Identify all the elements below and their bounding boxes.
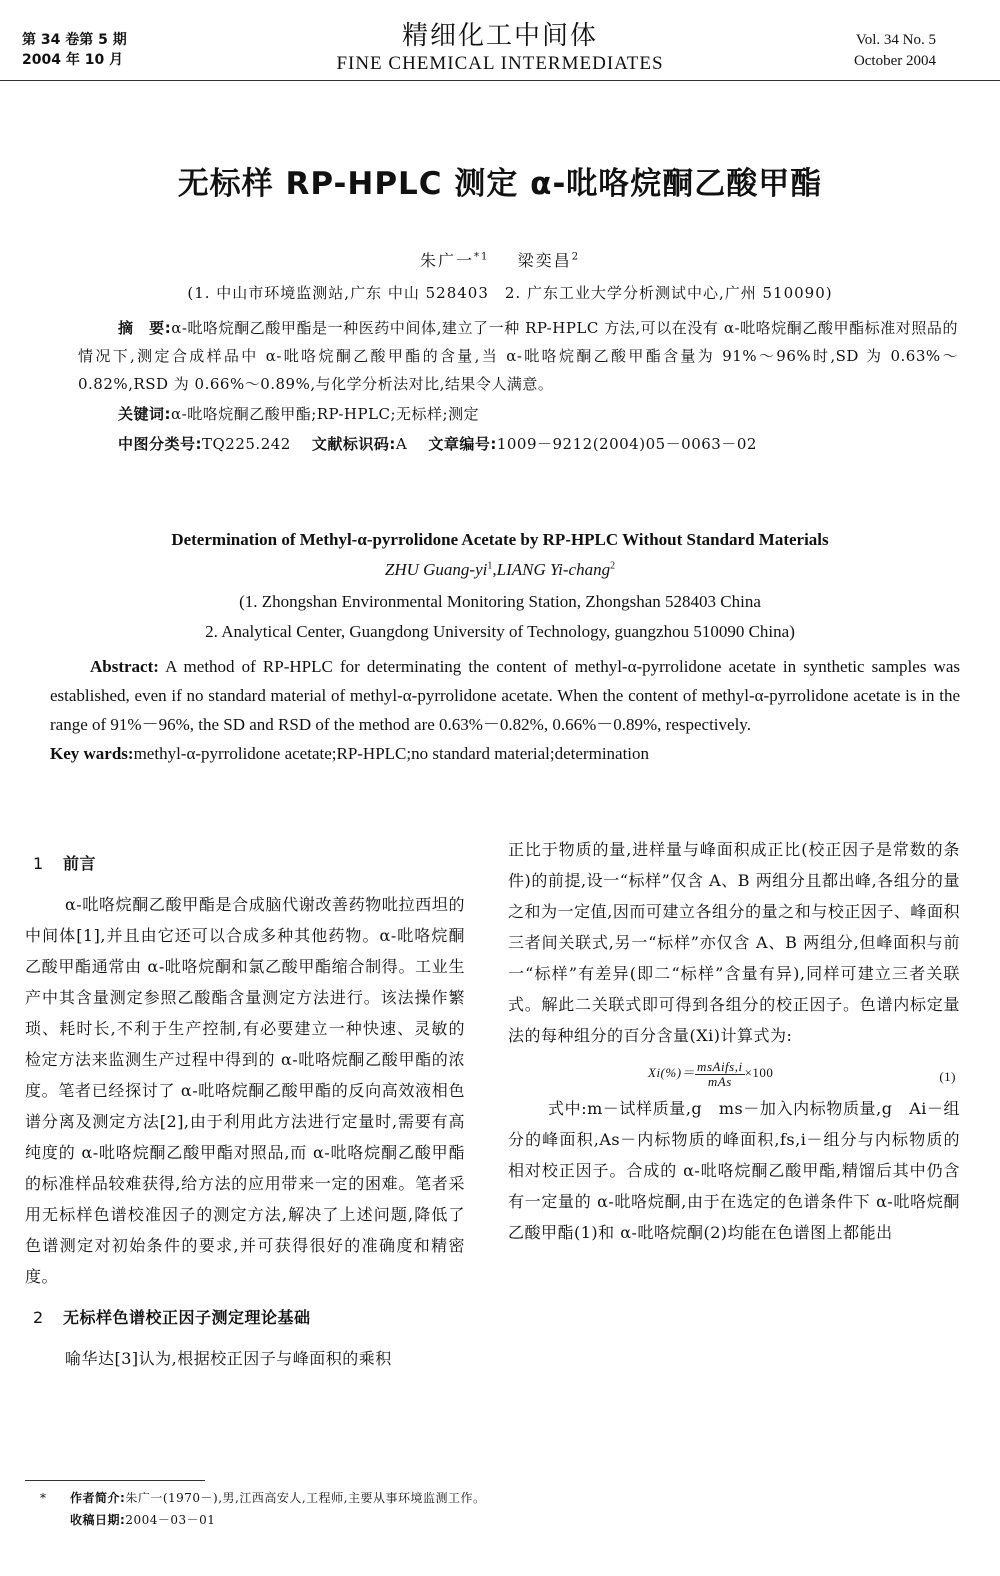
english-abstract — [50, 652, 960, 768]
header-divider — [0, 80, 1000, 81]
doc-code-label: 文献标识码: — [311, 435, 396, 453]
journal-name-en: FINE CHEMICAL INTERMEDIATES — [336, 53, 664, 74]
issue-info-en — [854, 30, 936, 72]
journal-masthead — [0, 20, 1000, 76]
numerator-m: m — [697, 1058, 707, 1074]
body-paragraph: α-吡咯烷酮乙酸甲酯是合成脑代谢改善药物吡拉西坦的中间体[1],并且由它还可以合成多种其他药物。α-吡咯烷酮乙酸甲酯通常由 α-吡咯烷酮和氯乙酸甲酯缩合制得。工业生产中其含量测定参照乙酸酯含量测定方法进行。该法操作繁琐、耗时长,不利于生产控制,有必要建立一种快速、灵敏的检定方法来监测生产过程中得到的 α-吡咯烷酮乙酸甲酯的浓度。笔者已经探讨了 α-吡咯烷酮乙酸甲酯的反向高效液相色谱分离及测定方法[2],由于利用此方法进行定量时,需要有高纯度的 α-吡咯烷酮乙酸甲酯对照品,而 α-吡咯烷酮乙酸甲酯的标准样品较难获得,给方法的应用带来一定的困难。笔者采用无标样色谱校准因子的测定方法,解决了上述问题,降低了色谱测定对初始条件的要求,并可获得很好的准确度和精密度。 — [25, 895, 465, 1286]
affiliations: (1. 中山市环境监测站,广东 中山 528403 2. 广东工业大学分析测试中心,广州 510090) — [187, 284, 833, 302]
date-cn: 2004 年 10 月 — [22, 52, 124, 68]
author-mark: *1 — [473, 251, 490, 263]
english-keywords-line — [50, 739, 960, 768]
equation-numerator — [695, 1060, 745, 1075]
english-title: Determination of Methyl-α-pyrrolidone Acetate by RP-HPLC Without Standard Materials — [171, 530, 829, 549]
article-number: 1009－9212(2004)05－0063－02 — [496, 435, 757, 453]
volume-cn: 第 34 卷第 5 期 — [22, 32, 127, 48]
english-author-mark: 2 — [610, 560, 616, 572]
footnote — [40, 1487, 485, 1531]
doc-code: A — [395, 435, 408, 453]
english-keywords-text: methyl-α-pyrrolidone acetate;RP-HPLC;no standard material;determination — [133, 744, 650, 763]
footnote-divider — [25, 1480, 205, 1481]
english-abstract-label: Abstract: — [90, 657, 159, 676]
received-date: 2004－03－01 — [125, 1513, 216, 1527]
volume-en: Vol. 34 No. 5 — [855, 32, 936, 48]
footnote-mark: * — [40, 1491, 47, 1505]
equation-denominator: mAs — [707, 1073, 732, 1089]
journal-name-cn: 精细化工中间体 — [401, 21, 598, 51]
body-paragraph: 喻华达[3]认为,根据校正因子与峰面积的乘积 — [65, 1349, 392, 1368]
body-column-left — [25, 848, 465, 1374]
body-paragraph: 正比于物质的量,进样量与峰面积成正比(校正因子是常数的条件)的前提,设一“标样”仅含 A、B 两组分且都出峰,各组分的量之和为一定值,因而可建立各组分的量之和与校正因子、峰面积三者间关联式,另一“标样”亦仅含 A、B 两组分,但峰面积与前一“标样”有差异(即二“标样”含量有异),同样可建立三者关联式。解此二关联式即可得到各组分的校正因子。色谱内标定量法的每种组分的百分含量(Xi)计算式为: — [508, 840, 960, 1045]
equation-tail: ×100 — [744, 1065, 774, 1080]
author-bio-label: 作者简介: — [70, 1491, 126, 1505]
paper-title: 无标样 RP-HPLC 测定 α-吡咯烷酮乙酸甲酯 — [177, 166, 823, 202]
body-column-right — [508, 834, 960, 1248]
author-list — [0, 248, 1000, 271]
section-heading — [25, 848, 465, 879]
keywords-label: 关键词: — [118, 405, 171, 423]
english-abstract-text: A method of RP-HPLC for determinating the content of methyl-α-pyrrolidone acetate in synthetic samples was established, even if no standard material of methyl-α-pyrrolidone acetate. When the content of methyl-α-pyrrolidone acetate is in the range of 91%－96%, the SD and RSD of the method are 0.63%－0.82%, 0.66%－0.89%, respectively. — [50, 657, 960, 734]
clc-number: TQ225.242 — [202, 435, 291, 453]
clc-label: 中图分类号: — [118, 435, 202, 453]
section-title: 前言 — [63, 854, 97, 873]
author-name: 梁奕昌 — [517, 251, 572, 270]
equation-lhs: Xi(%)＝ — [648, 1065, 696, 1080]
author-mark: 2 — [571, 251, 581, 263]
article-no-label: 文章编号: — [428, 435, 497, 453]
equation-1 — [508, 1051, 960, 1093]
english-author-name: LIANG Yi-chang — [496, 560, 611, 579]
abstract-label: 摘 要: — [118, 319, 172, 337]
english-author-mark: 1 — [487, 560, 493, 572]
english-affiliation-1: (1. Zhongshan Environmental Monitoring Station, Zhongshan 528403 China — [239, 592, 761, 611]
section-heading — [25, 1302, 465, 1333]
author-name: 朱广一 — [419, 251, 474, 270]
section-title: 无标样色谱校正因子测定理论基础 — [63, 1308, 311, 1327]
section-number: 2 — [33, 1308, 44, 1327]
keywords-text: α-吡咯烷酮乙酸甲酯;RP-HPLC;无标样;测定 — [171, 405, 480, 423]
english-keywords-label: Key wards: — [50, 744, 134, 763]
abstract-cn — [78, 314, 958, 458]
received-date-label: 收稿日期: — [70, 1513, 126, 1527]
body-paragraph: 式中:m－试样质量,g ms－加入内标物质量,g Ai－组分的峰面积,As－内标物质的峰面积,fs,i－组分与内标物质的相对校正因子。合成的 α-吡咯烷酮乙酸甲酯,精馏后其中仍含有一定量的 α-吡咯烷酮,由于在选定的色谱条件下 α-吡咯烷酮乙酸甲酯(1)和 α-吡咯烷酮(2)均能在色谱图上都能出 — [508, 1099, 960, 1242]
english-author-name: ZHU Guang-yi — [384, 560, 488, 579]
english-authors — [0, 560, 1000, 580]
date-en: October 2004 — [853, 53, 936, 69]
abstract-text: α-吡咯烷酮乙酸甲酯是一种医药中间体,建立了一种 RP-HPLC 方法,可以在没有 α-吡咯烷酮乙酸甲酯标准对照品的情况下,测定合成样品中 α-吡咯烷酮乙酸甲酯的含量,当 α-吡咯烷酮乙酸甲酯含量为 91%～96%时,SD 为 0.63%～0.82%,RSD 为 0.66%～0.89%,与化学分析法对比,结果令人满意。 — [78, 319, 958, 393]
author-separator: , — [492, 560, 497, 579]
english-affiliation-2: 2. Analytical Center, Guangdong University of Technology, guangzhou 510090 China) — [205, 622, 795, 641]
author-bio-text: 朱广一(1970－),男,江西高安人,工程师,主要从事环境监测工作。 — [125, 1491, 486, 1505]
numerator-terms: sAifs,i — [706, 1058, 743, 1074]
equation-fraction — [695, 1060, 745, 1089]
equation-expression — [648, 1057, 773, 1089]
equation-number: (1) — [939, 1069, 956, 1084]
section-number: 1 — [33, 854, 44, 873]
